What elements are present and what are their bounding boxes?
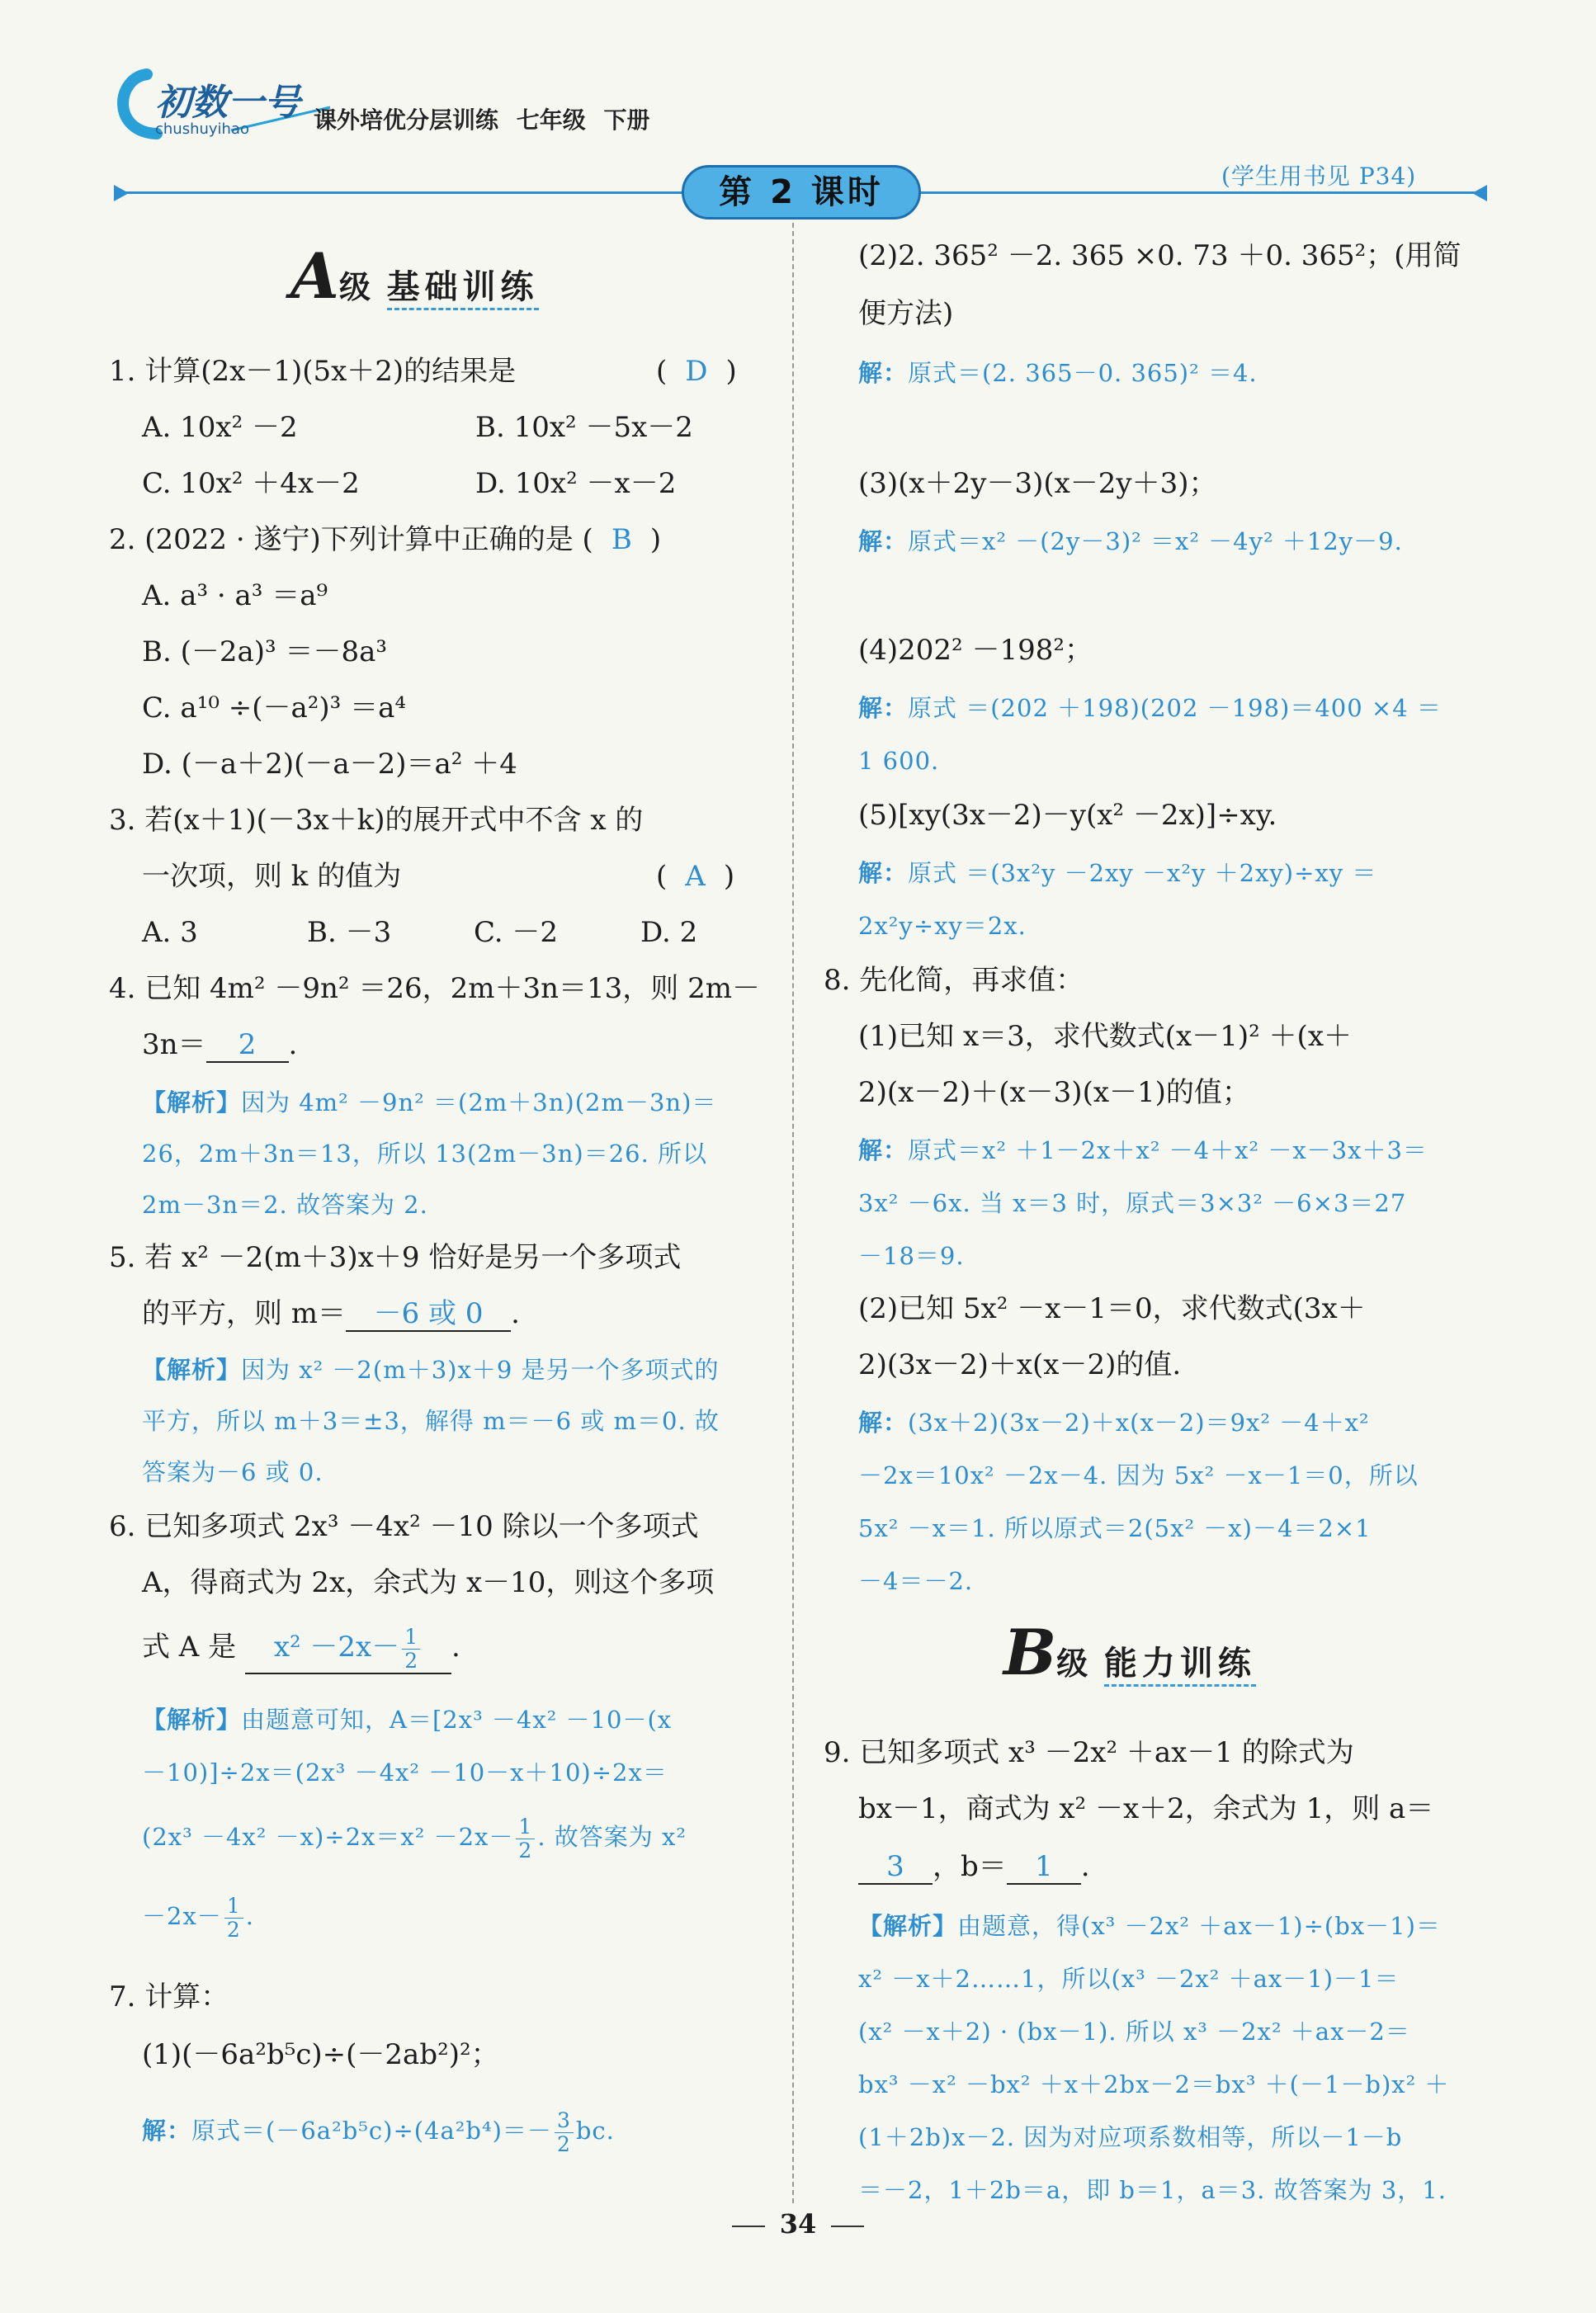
q2-option-d: D. (－a＋2)(－a－2)＝a² ＋4 bbox=[142, 748, 517, 781]
q7-part3-solution: 解：原式＝x² －(2y－3)² ＝x² －4y² ＋12y－9. bbox=[858, 527, 1403, 555]
q7-part5-solution-line2: 2x²y÷xy＝2x. bbox=[858, 912, 1027, 940]
q7-part5-solution-line1: 解：原式 ＝(3x²y －2xy －x²y ＋2xy)÷xy ＝ bbox=[858, 859, 1377, 887]
volume-label: 下册 bbox=[603, 106, 650, 134]
q6-stem-line2: A，得商式为 2x，余式为 x－10，则这个多项 bbox=[142, 1566, 715, 1599]
level-a-heading bbox=[290, 239, 539, 313]
q6-explanation-line1: 【解析】由题意可知，A＝[2x³ －4x² －10－(x bbox=[142, 1706, 673, 1734]
q5-answer: －6 或 0 bbox=[346, 1297, 511, 1332]
q1-bracket: ( D ) bbox=[656, 355, 737, 388]
level-b-title: 能力训练 bbox=[1104, 1645, 1256, 1687]
left-arrow-icon bbox=[114, 185, 129, 201]
q7-part2-line1: (2)2. 365² －2. 365 ×0. 73 ＋0. 365²；(用简 bbox=[858, 239, 1461, 272]
q7-part2-line2: 便方法) bbox=[858, 297, 954, 330]
q3-option-b: B. －3 bbox=[307, 916, 392, 949]
q9-stem-line3: 3 ，b＝ 1 . bbox=[858, 1842, 1090, 1891]
q7-part2-solution: 解：原式＝(2. 365－0. 365)² ＝4. bbox=[858, 359, 1258, 387]
q1-option-b: B. 10x² －5x－2 bbox=[475, 411, 693, 444]
q9-stem-line1: 9. 已知多项式 x³ －2x² ＋ax－1 的除式为 bbox=[824, 1736, 1354, 1769]
q8-part1-solution-line3: －18＝9. bbox=[858, 1242, 965, 1270]
q2-option-c: C. a¹⁰ ÷(－a²)³ ＝a⁴ bbox=[142, 692, 407, 725]
q9-stem-line2: bx－1，商式为 x² －x＋2，余式为 1，则 a＝ bbox=[858, 1792, 1434, 1825]
level-b-suffix: 级 bbox=[1056, 1645, 1088, 1682]
q5-explanation-line2: 平方，所以 m＋3＝±3，解得 m＝－6 或 m＝0. 故 bbox=[142, 1407, 720, 1435]
q7-stem: 7. 计算： bbox=[109, 1980, 229, 2013]
series-title bbox=[314, 102, 650, 135]
q6-explanation-line4: －2x－ $\frac{1}{2}$ . bbox=[142, 1893, 254, 1942]
q6-explanation-line3: (2x³ －4x² －x)÷2x＝x² －2x－ $\frac{1}{2}$ . 故答案为 x² bbox=[142, 1814, 687, 1862]
q4-explanation-line3: 2m－3n＝2. 故答案为 2. bbox=[142, 1191, 428, 1219]
q8-part1-line1: (1)已知 x＝3，求代数式(x－1)² ＋(x＋ bbox=[858, 1020, 1352, 1053]
q3-stem-line2: 一次项，则 k 的值为 bbox=[142, 860, 402, 893]
q8-part1-solution-line1: 解：原式＝x² ＋1－2x＋x² －4＋x² －x－3x＋3＝ bbox=[858, 1136, 1428, 1164]
q3-option-c: C. －2 bbox=[474, 916, 559, 949]
q2-option-a: A. a³ · a³ ＝a⁹ bbox=[142, 579, 328, 612]
q2-answer: B bbox=[611, 523, 632, 556]
logo-subtext: chushuyihao bbox=[155, 120, 250, 138]
q1-answer: D bbox=[685, 355, 708, 388]
q9-answer-a: 3 bbox=[858, 1850, 933, 1885]
q5-explanation-line3: 答案为－6 或 0. bbox=[142, 1458, 323, 1486]
student-book-ref: (学生用书见 P34) bbox=[1221, 163, 1417, 190]
q6-explanation-line2: －10)]÷2x＝(2x³ －4x² －10－x＋10)÷2x＝ bbox=[142, 1758, 668, 1787]
q1-option-a: A. 10x² －2 bbox=[142, 411, 298, 444]
q5-stem-line2: 的平方，则 m＝ －6 或 0 . bbox=[142, 1297, 520, 1330]
q3-bracket: ( A ) bbox=[656, 860, 735, 893]
q3-stem-line1: 3. 若(x＋1)(－3x＋k)的展开式中不含 x 的 bbox=[109, 804, 644, 837]
q2-stem: 2. (2022 · 遂宁)下列计算中正确的是 ( B ) bbox=[109, 523, 662, 556]
right-arrow-icon bbox=[1472, 185, 1487, 201]
q6-stem-line3: 式 A 是 x² －2x－ $\frac{1}{2}$ . bbox=[142, 1624, 460, 1673]
q5-explanation-line1: 【解析】因为 x² －2(m＋3)x＋9 是另一个多项式的 bbox=[142, 1356, 720, 1384]
q1-stem: 1. 计算(2x－1)(5x＋2)的结果是 bbox=[109, 355, 517, 388]
level-a-title: 基础训练 bbox=[387, 268, 539, 310]
q3-option-a: A. 3 bbox=[142, 916, 198, 949]
column-divider bbox=[792, 223, 794, 2203]
level-b-heading bbox=[1003, 1616, 1256, 1689]
grade-label: 七年级 bbox=[516, 106, 586, 134]
q8-part2-line2: 2)(3x－2)＋x(x－2)的值. bbox=[858, 1348, 1182, 1381]
q7-part3: (3)(x＋2y－3)(x－2y＋3)； bbox=[858, 467, 1217, 500]
q7-part1: (1)(－6a²b⁵c)÷(－2ab²)²； bbox=[142, 2038, 499, 2071]
q7-part4: (4)202² －198²； bbox=[858, 634, 1093, 667]
q6-answer: x² －2x－ $\frac{1}{2}$ bbox=[245, 1624, 451, 1674]
q8-part2-solution-line4: －4＝－2. bbox=[858, 1567, 974, 1595]
q8-part2-solution-line2: －2x＝10x² －2x－4. 因为 5x² －x－1＝0，所以 bbox=[858, 1461, 1419, 1489]
q7-part1-solution: 解：原式＝(－6a²b⁵c)÷(4a²b⁴)＝－ $\frac{3}{2}$ bc. bbox=[142, 2108, 615, 2156]
level-a-letter: A bbox=[290, 239, 339, 313]
q9-explanation-line6: ＝－2，1＋2b＝a，即 b＝1，a＝3. 故答案为 3，1. bbox=[858, 2176, 1447, 2204]
q3-option-d: D. 2 bbox=[640, 916, 698, 949]
series-name: 课外培优分层训练 bbox=[314, 106, 499, 134]
q2-option-b: B. (－2a)³ ＝－8a³ bbox=[142, 635, 388, 668]
q9-explanation-line1: 【解析】由题意，得(x³ －2x² ＋ax－1)÷(bx－1)＝ bbox=[858, 1912, 1441, 1940]
level-b-letter: B bbox=[1003, 1616, 1057, 1689]
q9-explanation-line5: (1＋2b)x－2. 因为对应项系数相等，所以－1－b bbox=[858, 2123, 1403, 2151]
q8-stem: 8. 先化简，再求值： bbox=[824, 964, 1084, 997]
q9-explanation-line4: bx³ －x² －bx² ＋x＋2bx－2＝bx³ ＋(－1－b)x² ＋ bbox=[858, 2070, 1450, 2098]
q8-part2-solution-line1: 解：(3x＋2)(3x－2)＋x(x－2)＝9x² －4＋x² bbox=[858, 1409, 1370, 1437]
q4-answer: 2 bbox=[206, 1028, 289, 1063]
q3-answer: A bbox=[685, 860, 706, 893]
q5-stem-line1: 5. 若 x² －2(m＋3)x＋9 恰好是另一个多项式 bbox=[109, 1241, 682, 1274]
section-title: 第 2 课时 bbox=[682, 165, 921, 219]
logo-text: 初数一号 bbox=[155, 82, 300, 124]
q9-explanation-line3: (x² －x＋2) · (bx－1). 所以 x³ －2x² ＋ax－2＝ bbox=[858, 2018, 1410, 2046]
q7-part4-solution-line2: 1 600. bbox=[858, 747, 940, 775]
q8-part1-line2: 2)(x－2)＋(x－3)(x－1)的值； bbox=[858, 1076, 1250, 1109]
q8-part2-line1: (2)已知 5x² －x－1＝0，求代数式(3x＋ bbox=[858, 1292, 1366, 1325]
logo bbox=[107, 58, 347, 149]
q9-answer-b: 1 bbox=[1007, 1850, 1081, 1885]
q4-stem-line1: 4. 已知 4m² －9n² ＝26，2m＋3n＝13，则 2m－ bbox=[109, 972, 760, 1005]
q7-part4-solution-line1: 解：原式 ＝(202 ＋198)(202 －198)＝400 ×4 ＝ bbox=[858, 694, 1442, 722]
q6-stem-line1: 6. 已知多项式 2x³ －4x² －10 除以一个多项式 bbox=[109, 1510, 699, 1543]
q4-explanation-line1: 【解析】因为 4m² －9n² ＝(2m＋3n)(2m－3n)＝ bbox=[142, 1088, 717, 1116]
q1-option-d: D. 10x² －x－2 bbox=[475, 467, 677, 500]
page-number: 34 bbox=[0, 2208, 1596, 2240]
q8-part2-solution-line3: 5x² －x＝1. 所以原式＝2(5x² －x)－4＝2×1 bbox=[858, 1514, 1372, 1542]
level-a-suffix: 级 bbox=[338, 269, 371, 305]
q4-explanation-line2: 26，2m＋3n＝13，所以 13(2m－3n)＝26. 所以 bbox=[142, 1140, 708, 1168]
q7-part5: (5)[xy(3x－2)－y(x² －2x)]÷xy. bbox=[858, 799, 1277, 832]
q4-stem-line2: 3n＝ 2 . bbox=[142, 1028, 298, 1061]
q8-part1-solution-line2: 3x² －6x. 当 x＝3 时，原式＝3×3² －6×3＝27 bbox=[858, 1189, 1407, 1217]
q9-explanation-line2: x² －x＋2……1，所以(x³ －2x² ＋ax－1)－1＝ bbox=[858, 1965, 1400, 1993]
q1-option-c: C. 10x² ＋4x－2 bbox=[142, 467, 360, 500]
